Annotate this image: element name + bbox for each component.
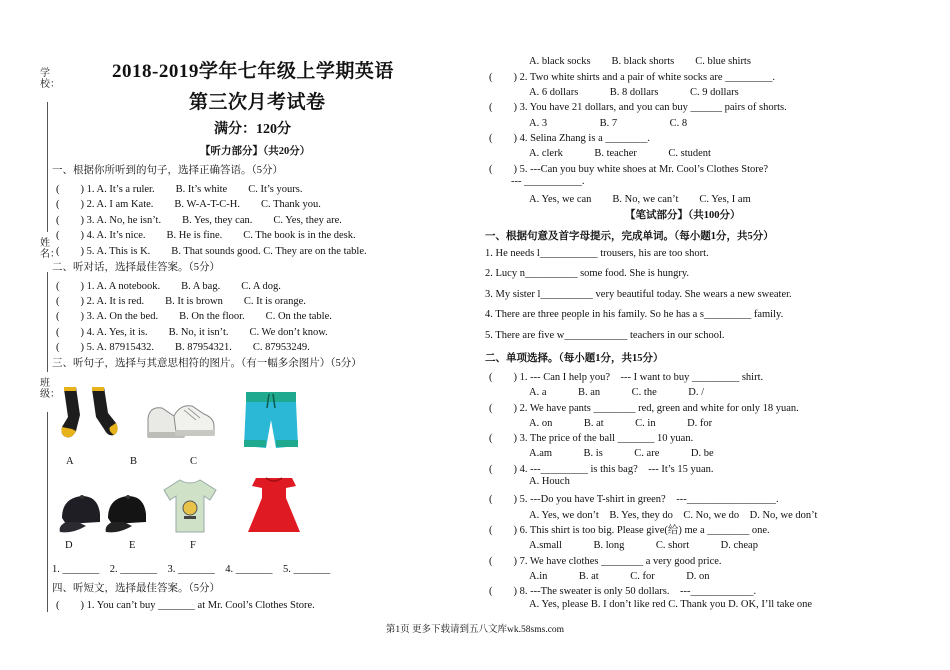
written-heading: 【笔试部分】（共100分） xyxy=(625,210,741,221)
question-line: ( ) 2. Two white shirts and a pair of white socks are _________. xyxy=(489,72,776,83)
option-line: A. a B. an C. the D. / xyxy=(529,387,704,398)
binding-line xyxy=(47,102,48,232)
picture-label: F xyxy=(190,540,196,551)
option-line: A. 3 B. 7 C. 8 xyxy=(529,118,688,129)
question-line: ( ) 4. ---_________ is this bag? --- It’s 15 yuan. xyxy=(489,464,714,475)
socks-picture xyxy=(58,385,120,441)
section-heading: 三、听句子，选择与其意思相符的图片。（有一幅多余图片）（5分） xyxy=(52,358,362,369)
section-heading: 一、根据你所听到的句子，选择正确答语。（5分） xyxy=(52,165,283,176)
exam-subtitle: 第三次月考试卷 xyxy=(189,92,326,113)
question-line: ( ) 8. ---The sweater is only 50 dollars. ---____________. xyxy=(489,586,757,597)
question-line: ( ) 2. A. It is red. B. It is brown C. It is orange. xyxy=(56,296,306,307)
option-line: A. Yes, please B. I don’t like red C. Thank you D. OK, I’ll take one xyxy=(529,599,813,610)
picture-label: E xyxy=(129,540,136,551)
sneakers-picture xyxy=(144,398,218,444)
option-line: A. clerk B. teacher C. student xyxy=(529,148,711,159)
picture-label: B xyxy=(130,456,138,467)
question-line: ( ) 6. This shirt is too big. Please give(给) me a ________ one. xyxy=(489,525,770,536)
dress-picture xyxy=(246,474,302,536)
option-line: A.small B. long C. short D. cheap xyxy=(529,540,758,551)
page-footer: 第1页 更多下载请到五八文库wk.58sms.com xyxy=(385,625,565,635)
picture-label: C xyxy=(190,456,198,467)
class-label: 班级： xyxy=(40,378,60,400)
question-line: ( ) 5. ---Do you have T-shirt in green? ---_________________. xyxy=(489,494,779,505)
option-line: A. Yes, we don’t B. Yes, they do C. No, we do D. No, we don’t xyxy=(529,510,818,521)
binding-margin xyxy=(36,60,60,620)
question-line: ( ) 3. You have 21 dollars, and you can buy ______ pairs of shorts. xyxy=(489,102,787,113)
question-line: ( ) 1. A. It’s a ruler. B. It’s white C. It’s yours. xyxy=(56,184,303,195)
shorts-picture xyxy=(242,390,300,450)
question-line: ( ) 2. We have pants ________ red, green and white for only 18 yuan. xyxy=(489,403,799,414)
listening-heading: 【听力部分】（共20分） xyxy=(200,146,311,157)
question-line: ( ) 5. A. 87915432. B. 87954321. C. 87953249. xyxy=(56,342,310,353)
cap-picture xyxy=(102,492,152,534)
school-label: 学校： xyxy=(40,68,60,90)
question-line: ( ) 5. A. This is K. B. That sounds good. C. They are on the table. xyxy=(56,246,367,257)
name-label: 姓名： xyxy=(40,238,60,260)
section-heading: 四、听短文，选择最佳答案。（5分） xyxy=(52,583,220,594)
picture-label: A xyxy=(66,456,74,467)
question-line: ( ) 3. A. On the bed. B. On the floor. C. On the table. xyxy=(56,311,332,322)
question-line: 4. There are three people in his family. So he has a s_________ family. xyxy=(485,309,784,320)
t-shirt-picture xyxy=(162,476,218,536)
question-line: ( ) 4. Selina Zhang is a ________. xyxy=(489,133,650,144)
question-line: ( ) 1. --- Can I help you? --- I want to buy _________ shirt. xyxy=(489,372,764,383)
question-line: ( ) 3. The price of the ball _______ 10 yuan. xyxy=(489,433,694,444)
question-line: ( ) 1. A. A notebook. B. A bag. C. A dog. xyxy=(56,281,281,292)
question-line: ( ) 4. A. It’s nice. B. He is fine. C. The book is in the desk. xyxy=(56,230,356,241)
question-line: ( ) 4. A. Yes, it is. B. No, it isn’t. C. We don’t know. xyxy=(56,327,328,338)
question-line: 2. Lucy n__________ some food. She is hungry. xyxy=(485,268,690,279)
question-line: ( ) 3. A. No, he isn’t. B. Yes, they can. C. Yes, they are. xyxy=(56,215,342,226)
option-line: A. 6 dollars B. 8 dollars C. 9 dollars xyxy=(529,87,739,98)
question-line: ( ) 5. ---Can you buy white shoes at Mr. Cool’s Clothes Store? xyxy=(489,164,769,175)
option-line: A. Yes, we can B. No, we can’t C. Yes, I am xyxy=(529,194,751,205)
option-line: A.in B. at C. for D. on xyxy=(529,571,710,582)
option-line: A. black socks B. black shorts C. blue shirts xyxy=(529,56,751,67)
section-heading: 一、根据句意及首字母提示，完成单词。（每小题1分，共5分） xyxy=(485,231,774,242)
option-line: A.am B. is C. are D. be xyxy=(529,448,714,459)
question-line: 5. There are five w____________ teachers in our school. xyxy=(485,330,725,341)
answer-line: --- ___________. xyxy=(511,176,585,187)
question-line: ( ) 1. You can’t buy _______ at Mr. Cool’s Clothes Store. xyxy=(56,600,315,611)
answer-blanks: 1. _______ 2. _______ 3. _______ 4. _______ 5. _______ xyxy=(52,564,331,575)
total-score: 满分：120分 xyxy=(214,122,291,137)
exam-title: 2018-2019学年七年级上学期英语 xyxy=(112,61,394,82)
cap-picture xyxy=(56,492,106,534)
option-line: A. on B. at C. in D. for xyxy=(529,418,713,429)
question-line: ( ) 2. A. I am Kate. B. W-A-T-C-H. C. Thank you. xyxy=(56,199,321,210)
section-heading: 二、单项选择。（每小题1分，共15分） xyxy=(485,353,664,364)
binding-line xyxy=(47,272,48,372)
question-line: 1. He needs l___________ trousers, his are too short. xyxy=(485,248,709,259)
binding-line xyxy=(47,412,48,612)
section-heading: 二、听对话，选择最佳答案。（5分） xyxy=(52,262,220,273)
option-line: A. Houch xyxy=(529,476,570,487)
question-line: 3. My sister l__________ very beautiful today. She wears a new sweater. xyxy=(485,289,792,300)
picture-label: D xyxy=(65,540,73,551)
question-line: ( ) 7. We have clothes ________ a very good price. xyxy=(489,556,722,567)
